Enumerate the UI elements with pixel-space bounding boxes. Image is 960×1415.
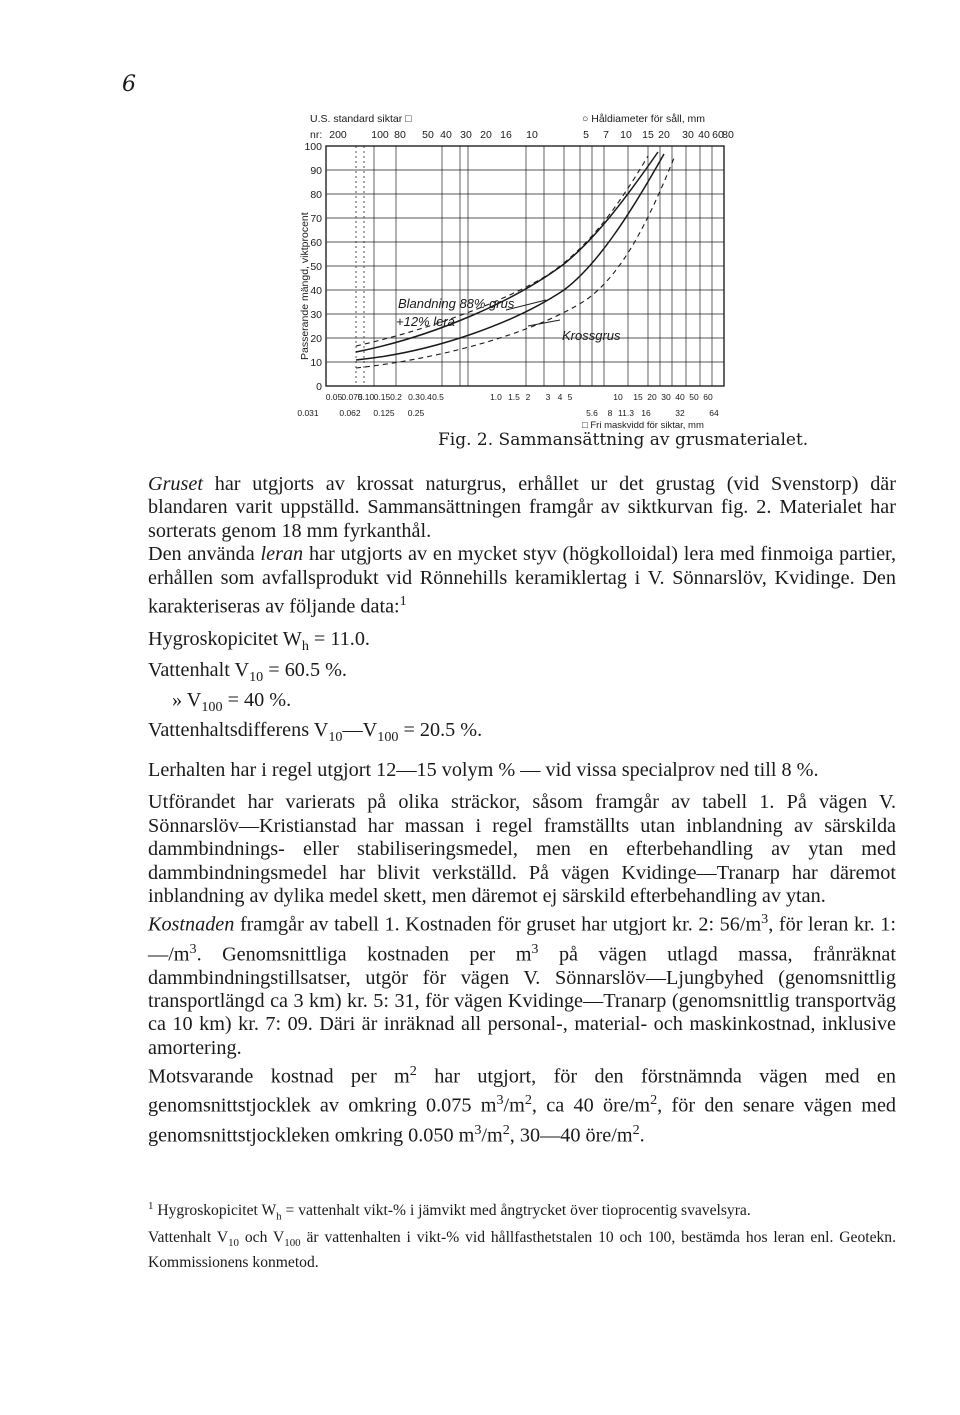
data-water-v100 (148, 689, 896, 719)
f2sub2: 100 (284, 1237, 301, 1250)
scale-tick: 0.05 (325, 392, 343, 402)
body-text (148, 473, 896, 1148)
sieve-number: 50 (422, 129, 434, 141)
d3a: » V (172, 689, 202, 712)
hole-diameter: 30 (682, 129, 694, 141)
p5sup3: 3 (531, 940, 539, 957)
f2c: är vattenhalten i vikt-% vid hållfasthetstalen 10 och 100, bestämda hos leran enl. Geotekn. Kommissionens konmetod. (148, 1229, 896, 1272)
data-water-v10 (148, 659, 896, 689)
y-tick-label: 90 (310, 165, 322, 177)
d4sub2: 100 (377, 729, 399, 746)
scale-tick: 2 (525, 392, 531, 402)
y-tick-label: 80 (310, 189, 322, 201)
y-tick-label: 40 (310, 285, 322, 297)
p5b: , för leran kr. 1: —/m (148, 914, 896, 966)
paragraph-clay-content: Lerhalten har i regel utgjort 12—15 volym % — vid vissa specialprov ned till 8 %. (148, 758, 819, 781)
d3b: = 40 %. (222, 689, 292, 712)
sieve-number: 20 (480, 129, 492, 141)
scale-tick: 5 (567, 392, 573, 402)
paragraph-clay (148, 543, 896, 619)
p6d: , ca 40 öre/m (531, 1095, 651, 1118)
paragraph-execution: Utförandet har varierats på olika sträckor, såsom framgår av tabell 1. På vägen V. Sönnarslöv—Kristianstad har massan i regel framställts utan inblandning av särskilda dammbindnings- eller stabiliseringsmedel, men en efterbehandling av ytan med dammbindningsmedel har blivit verkställd. På vägen Kvidinge—Tranarp har däremot inblandning av dylika medel skett, men däremot ej särskild efterbehandling av ytan. (148, 791, 896, 907)
y-tick-label: 60 (310, 237, 322, 249)
sieve-number: 100 (371, 129, 389, 141)
d2b: = 60.5 %. (263, 658, 347, 681)
p6e: , för den senare vägen med genomsnittstjockleken omkring 0.050 m (148, 1095, 896, 1147)
footnote-1 (148, 1197, 896, 1226)
scale-tick: 5.6 (586, 408, 598, 418)
p1-text: har utgjorts av krossat naturgrus, erhållet ur det grustag (vid Svenstorp) där blandaren varit uppställd. Sammansättningen framgår av siktkurvan fig. 2. Materialet har sorterats genom 18 mm fyrkanthål. (148, 473, 896, 542)
bottom-scale-row1 (326, 392, 713, 402)
blend-annotation-line2: +12% lera (396, 314, 455, 329)
f1a: Hygroskopicitet W (153, 1202, 277, 1220)
scale-tick: 64 (709, 408, 719, 418)
data-water-diff (148, 719, 896, 749)
scale-tick: 0.15 (373, 392, 391, 402)
footnote-2 (148, 1228, 896, 1272)
data-hygroscopicity (148, 628, 896, 658)
p6b: har utgjort, för den förstnämnda vägen med en genomsnittstjocklek av omkring 0.075 m (148, 1066, 896, 1118)
top-sieve-numbers (329, 129, 538, 141)
footnotes (148, 1197, 896, 1272)
scale-tick: 32 (675, 408, 685, 418)
em-gravel: Gruset (148, 473, 203, 495)
scale-tick: 3 (545, 392, 551, 402)
hole-diameter: 15 (642, 129, 654, 141)
scale-tick: 8 (607, 408, 613, 418)
y-axis-label: Passerande mängd, viktprocent (299, 212, 311, 360)
y-tick-label: 20 (310, 333, 322, 345)
f2sub1: 10 (228, 1237, 239, 1250)
free-mesh-label: □ Fri maskvidd för siktar, mm (582, 420, 704, 430)
paragraph-cost-per-m2 (148, 1060, 896, 1147)
sieve-number: 16 (500, 129, 512, 141)
scale-tick: 10 (613, 392, 623, 402)
p5a: framgår av tabell 1. Kostnaden för gruset har utgjort kr. 2: 56/m (234, 914, 762, 937)
hole-diameter: 40 (698, 129, 710, 141)
p5d: på vägen utlagd massa, frånräknat dammbindningstillsatser, utgör för vägen V. Sönnarslöv—Ljungbyhed (genomsnittlig transportlängd ca 3 km) kr. 5: 31, för vägen Kvidinge—Tranarp (genomsnittlig transportväg ca 10 km) kr. 7: 09. Däri är inräknad all personal-, material- och maskinkostnad, inklusive amortering. (148, 943, 896, 1059)
d4sub1: 10 (328, 729, 343, 746)
footnote-ref-1: 1 (399, 593, 407, 610)
scale-tick: 20 (647, 392, 657, 402)
blend-annotation-line1: Blandning 88% grus (398, 296, 515, 311)
em-cost: Kostnaden (148, 914, 235, 937)
scale-tick: 50 (689, 392, 699, 402)
scale-tick: 0.075 (341, 392, 363, 402)
p6a: Motsvarande kostnad per m (148, 1066, 410, 1088)
scale-tick: 0.062 (339, 408, 361, 418)
d2a: Vattenhalt V (148, 658, 250, 681)
d1sub: h (301, 638, 309, 655)
y-tick-label: 10 (310, 357, 322, 369)
d4b: = 20.5 %. (398, 719, 483, 742)
hole-diameter: 7 (603, 129, 609, 141)
scale-tick: 0.3 (408, 392, 420, 402)
p6sup3: 2 (524, 1092, 532, 1109)
p6c: /m (503, 1095, 525, 1118)
d2sub: 10 (249, 668, 264, 685)
d4mid: —V (342, 719, 378, 742)
p2-b: har utgjorts av en mycket styv (högkolloidal) lera med finmoiga partier, erhållen som avfallsprodukt vid Rönnehills keramiklertag i V. Sönnarslöv, Kvidinge. Den karakteriseras av följande data: (148, 543, 896, 618)
scale-tick: 1.5 (508, 392, 520, 402)
p6sup1: 2 (409, 1063, 417, 1080)
hole-diameter: 80 (722, 129, 734, 141)
scale-tick: 0.10 (357, 392, 375, 402)
sieve-number: 80 (394, 129, 406, 141)
page-number: 6 (122, 72, 136, 97)
scale-tick: 0.5 (432, 392, 444, 402)
sieve-curve-figure (296, 100, 736, 430)
sieve-nr-label: nr: (310, 129, 323, 141)
plot-grid (326, 146, 724, 386)
sieve-number: 40 (440, 129, 452, 141)
us-sieve-label: U.S. standard siktar □ (310, 113, 412, 125)
scale-tick: 1.0 (490, 392, 502, 402)
p6sup7: 2 (632, 1121, 640, 1138)
p6sup4: 2 (650, 1092, 658, 1109)
hole-diameter: 10 (620, 129, 632, 141)
grading-curves (356, 152, 674, 368)
bottom-scale-row2 (297, 408, 719, 418)
y-tick-label: 100 (304, 141, 322, 153)
crushed-gravel-annotation: Krossgrus (562, 328, 621, 343)
y-tick-label: 30 (310, 309, 322, 321)
paragraph-gravel (148, 473, 896, 543)
p6sup5: 3 (474, 1121, 482, 1138)
hole-diameter: 5 (583, 129, 589, 141)
hole-diameter: 60 (712, 129, 724, 141)
scale-tick: 16 (641, 408, 651, 418)
scale-tick: 40 (675, 392, 685, 402)
y-tick-label: 70 (310, 213, 322, 225)
hole-diameter-label: ○ Håldiameter för såll, mm (582, 113, 706, 125)
p6g: , 30—40 öre/m (509, 1124, 633, 1147)
y-tick-label: 0 (316, 381, 322, 393)
y-tick-label: 50 (310, 261, 322, 273)
scale-tick: 4 (557, 392, 563, 402)
f1b: = vattenhalt vikt-% i jämvikt med ångtrycket över tioprocentig svavelsyra. (281, 1202, 751, 1220)
p6f: /m (481, 1124, 503, 1147)
f2a: Vattenhalt V (148, 1229, 229, 1247)
p5c: . Genomsnittliga kostnaden per m (196, 943, 532, 966)
f2b: och V (238, 1229, 285, 1247)
em-clay: leran (260, 543, 304, 566)
top-hole-diameters (583, 129, 734, 141)
figure-caption: Fig. 2. Sammansättning av grusmaterialet. (438, 430, 809, 450)
scale-tick: 0.031 (297, 408, 319, 418)
d1b: = 11.0. (308, 628, 370, 651)
scale-tick: 15 (633, 392, 643, 402)
d1a: Hygroskopicitet W (148, 628, 302, 651)
f1sub: h (276, 1210, 282, 1223)
p6sup6: 2 (502, 1121, 510, 1138)
f1sup: 1 (148, 1200, 154, 1212)
sieve-number: 30 (460, 129, 472, 141)
d3sub: 100 (201, 699, 223, 716)
scale-tick: 30 (661, 392, 671, 402)
scale-tick: 0.125 (373, 408, 395, 418)
p5sup2: 3 (189, 940, 197, 957)
sieve-number: 200 (329, 129, 347, 141)
p2-a: Den använda (148, 543, 261, 566)
curve-lower-dashed (356, 158, 674, 368)
sieve-number: 10 (526, 129, 538, 141)
scale-tick: 11.3 (618, 408, 634, 418)
scale-tick: 0.2 (390, 392, 402, 402)
p6h: . (639, 1124, 645, 1147)
scale-tick: 0.25 (407, 408, 425, 418)
scale-tick: 0.4 (420, 392, 432, 402)
paragraph-cost (148, 908, 896, 1060)
p6sup2: 3 (496, 1092, 504, 1109)
hole-diameter: 20 (658, 129, 670, 141)
scale-tick: 60 (703, 392, 713, 402)
p5sup1: 3 (761, 911, 769, 928)
d4a: Vattenhaltsdifferens V (148, 719, 329, 742)
